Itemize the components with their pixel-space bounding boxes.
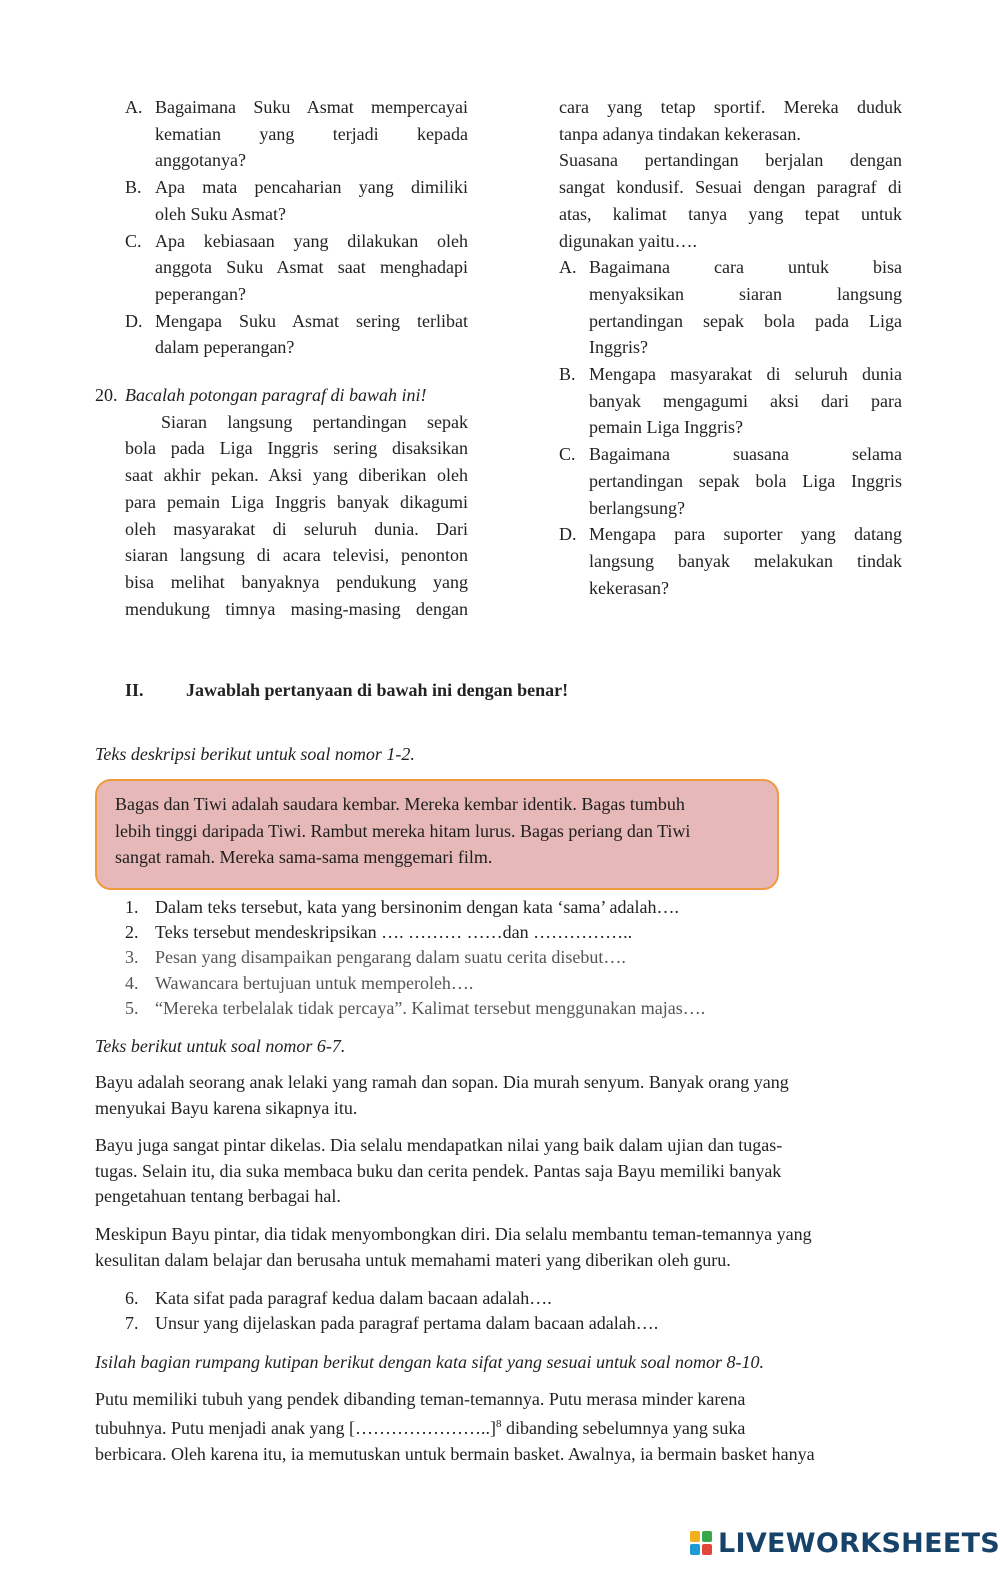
option-d — [559, 521, 902, 601]
putu-line-3: berbicara. Oleh karena itu, ia memutuskan untuk bermain basket. Awalnya, ia bermain basket hanya — [95, 1443, 815, 1464]
option-d — [125, 308, 468, 361]
text-line: Siaran langsung pertandingan sepak — [161, 411, 468, 432]
text-line: Meskipun Bayu pintar, dia tidak menyombongkan diri. Dia selalu membantu teman-temannya yang — [95, 1224, 812, 1244]
question-text: Kata sifat pada paragraf kedua dalam bacaan adalah…. — [155, 1288, 552, 1308]
section-numeral: II. — [125, 680, 144, 700]
text-line: tanpa adanya tindakan kekerasan. — [559, 123, 801, 144]
option-c — [559, 441, 902, 521]
putu-line-2-end: dibanding sebelumnya yang suka — [501, 1418, 746, 1439]
option-line: pertandingan sepak bola pada Liga — [589, 310, 902, 331]
text-line: saat akhir pekan. Aksi yang diberikan oleh — [125, 465, 468, 486]
text-line: bola pada Liga Inggris sering disaksikan — [125, 438, 468, 459]
liveworksheets-logo-text: LIVEWORKSHEETS — [718, 1527, 1000, 1559]
question-20-instruction: Bacalah potongan paragraf di bawah ini! — [125, 385, 427, 405]
text-line: lebih tinggi daripada Tiwi. Rambut mereka hitam lurus. Bagas periang dan Tiwi — [115, 820, 691, 841]
option-line: Bagaimana suasana selama — [589, 444, 902, 465]
option-letter: B. — [125, 177, 142, 198]
option-letter: D. — [559, 524, 577, 545]
question-item — [125, 996, 705, 1021]
putu-line-1: Putu memiliki tubuh yang pendek dibanding teman-temannya. Putu merasa minder karena — [95, 1389, 746, 1409]
liveworksheets-logo-icon — [690, 1531, 712, 1555]
option-line: dalam peperangan? — [155, 337, 295, 358]
question-20-prompt — [95, 382, 468, 409]
option-c — [125, 228, 468, 308]
text-line: mendukung timnya masing-masing dengan — [125, 598, 468, 619]
text-line: oleh masyarakat di seluruh dunia. Dari — [125, 518, 468, 539]
option-line: anggota Suku Asmat saat menghadapi — [155, 257, 468, 278]
option-letter: B. — [559, 364, 576, 385]
text-line: tugas. Selain itu, dia suka membaca buku dan cerita pendek. Pantas saja Bayu memiliki banyak — [95, 1160, 782, 1181]
option-b — [125, 174, 468, 227]
question-text: Pesan yang disampaikan pengarang dalam suatu cerita disebut…. — [155, 947, 626, 968]
question-item — [125, 920, 705, 945]
option-line: kematian yang terjadi kepada — [155, 123, 468, 144]
paragraph-putu — [95, 1387, 905, 1467]
question-item — [125, 1311, 658, 1336]
question-19-options — [125, 94, 468, 361]
text-line: Bagas dan Tiwi adalah saudara kembar. Mereka kembar identik. Bagas tumbuh — [115, 794, 685, 814]
section-title: Jawablah pertanyaan di bawah ini dengan benar! — [186, 680, 569, 700]
paragraph-bayu-1 — [95, 1070, 905, 1121]
question-number: 6. — [125, 1288, 139, 1308]
option-line: Mengapa Suku Asmat sering terlibat — [155, 310, 468, 331]
option-a — [559, 254, 902, 361]
option-letter: C. — [559, 444, 576, 465]
text-line: Bayu juga sangat pintar dikelas. Dia selalu mendapatkan nilai yang baik dalam ujian dan tugas- — [95, 1135, 783, 1155]
text-line: atas, kalimat tanya yang tepat untuk — [559, 203, 902, 224]
intro-questions-6-7: Teks berikut untuk soal nomor 6-7. — [95, 1036, 346, 1056]
question-number: 5. — [125, 997, 139, 1018]
question-text: Dalam teks tersebut, kata yang bersinonim dengan kata ‘sama’ adalah…. — [155, 897, 679, 917]
option-line: Apa mata pencaharian yang dimiliki — [155, 177, 468, 198]
question-text: Wawancara bertujuan untuk memperoleh…. — [155, 972, 474, 993]
option-letter: C. — [125, 230, 142, 251]
option-line: oleh Suku Asmat? — [155, 203, 286, 224]
question-number: 2. — [125, 922, 139, 943]
text-line: kesulitan dalam belajar dan berusaha untuk memahami materi yang diberikan oleh guru. — [95, 1249, 731, 1270]
question-text: Teks tersebut mendeskripsikan …. ……… ……dan …………….. — [155, 922, 633, 943]
text-line: bisa melihat banyaknya pendukung yang — [125, 571, 468, 592]
text-line: cara yang tetap sportif. Mereka duduk — [559, 97, 902, 117]
option-line: menyaksikan siaran langsung — [589, 283, 902, 304]
text-line: Suasana pertandingan berjalan dengan — [559, 150, 902, 171]
text-line: para pemain Liga Inggris banyak dikagumi — [125, 491, 468, 512]
question-number: 4. — [125, 972, 139, 993]
question-20-options — [559, 254, 902, 601]
putu-line-2 — [95, 1412, 905, 1441]
question-number: 1. — [125, 897, 139, 917]
question-number: 3. — [125, 947, 139, 968]
question-number: 7. — [125, 1313, 139, 1334]
question-20-number: 20. — [95, 385, 118, 405]
option-line: pemain Liga Inggris? — [589, 417, 743, 438]
option-a — [125, 94, 468, 174]
question-20-paragraph — [95, 409, 468, 623]
question-text: Unsur yang dijelaskan pada paragraf pertama dalam bacaan adalah…. — [155, 1313, 659, 1334]
question-text: “Mereka terbelalak tidak percaya”. Kalimat tersebut menggunakan majas…. — [155, 997, 706, 1018]
option-line: kekerasan? — [589, 577, 669, 598]
text-line: sangat kondusif. Sesuai dengan paragraf di — [559, 177, 902, 198]
option-line: berlangsung? — [589, 497, 685, 518]
text-line: siaran langsung di acara televisi, penonton — [125, 545, 468, 566]
question-item — [125, 971, 705, 996]
description-text-box — [95, 779, 779, 890]
option-line: Bagaimana cara untuk bisa — [589, 257, 902, 278]
text-line: digunakan yaitu…. — [559, 230, 697, 251]
option-line: peperangan? — [155, 283, 246, 304]
paragraph-bayu-2 — [95, 1133, 905, 1210]
text-line: Bayu adalah seorang anak lelaki yang ramah dan sopan. Dia murah senyum. Banyak orang yang — [95, 1072, 789, 1092]
question-item — [125, 895, 705, 920]
option-line: anggotanya? — [155, 150, 246, 171]
blank-8-superscript: 8 — [495, 1418, 502, 1431]
option-letter: D. — [125, 310, 143, 331]
option-line: langsung banyak melakukan tindak — [589, 550, 902, 571]
text-line: menyukai Bayu karena sikapnya itu. — [95, 1097, 358, 1118]
right-paragraph — [559, 94, 902, 254]
questions-1-5 — [125, 895, 705, 1021]
option-line: pertandingan sepak bola Liga Inggris — [589, 470, 902, 491]
paragraph-bayu-3 — [95, 1222, 905, 1273]
intro-questions-8-10: Isilah bagian rumpang kutipan berikut dengan kata sifat yang sesuai untuk soal nomor 8-10. — [95, 1352, 764, 1372]
option-letter: A. — [125, 97, 143, 117]
option-line: Mengapa para suporter yang datang — [589, 524, 902, 545]
putu-line-2-start: tubuhnya. Putu menjadi anak yang […………………..] — [95, 1418, 496, 1439]
option-line: Inggris? — [589, 337, 648, 358]
left-column — [125, 94, 468, 361]
option-line: Apa kebiasaan yang dilakukan oleh — [155, 230, 468, 251]
option-letter: A. — [559, 257, 577, 278]
question-20 — [95, 382, 468, 622]
option-b — [559, 361, 902, 441]
intro-questions-1-2: Teks deskripsi berikut untuk soal nomor 1-2. — [95, 744, 415, 764]
section-heading — [125, 677, 569, 703]
text-line: pengetahuan tentang berbagai hal. — [95, 1186, 341, 1206]
option-line: Mengapa masyarakat di seluruh dunia — [589, 364, 902, 385]
right-column — [559, 94, 902, 601]
liveworksheets-logo — [690, 1526, 1000, 1560]
text-line: sangat ramah. Mereka sama-sama menggemari film. — [115, 847, 493, 867]
option-line: banyak mengagumi aksi dari para — [589, 390, 902, 411]
questions-6-7 — [125, 1286, 658, 1336]
question-item — [125, 1286, 658, 1311]
question-item — [125, 945, 705, 970]
option-line: Bagaimana Suku Asmat mempercayai — [155, 97, 468, 117]
